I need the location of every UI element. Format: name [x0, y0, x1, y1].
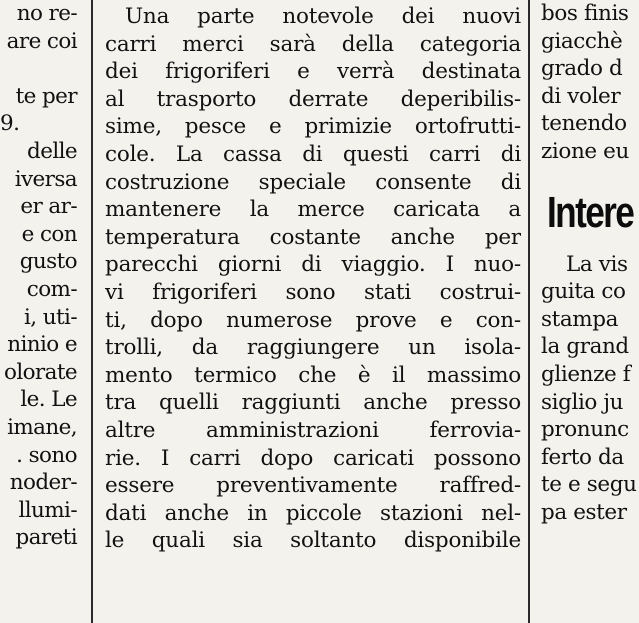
text-line: le. Le	[20, 387, 77, 413]
text-line: stampa	[541, 306, 619, 332]
text-line: temperatura costante anche per	[105, 224, 521, 250]
text-line: rie. I carri dopo caricati possono	[105, 445, 521, 471]
text-line: costruzione speciale consente di	[105, 169, 521, 195]
text-line: mantenere la merce caricata a	[105, 197, 521, 223]
text-line: di voler	[541, 83, 621, 109]
text-line: trolli, da raggiungere un isola-	[105, 335, 521, 361]
text-line: ferto da	[541, 444, 624, 470]
text-line: le quali sia soltanto disponibile	[105, 528, 521, 554]
text-line: . sono	[16, 442, 77, 468]
text-line: llumi-	[18, 497, 77, 523]
text-line: i, uti-	[24, 304, 77, 330]
text-line: gusto	[19, 249, 77, 275]
text-line: pronunc	[541, 417, 629, 443]
text-line: bos finis	[541, 1, 629, 26]
text-line: er ar-	[20, 194, 77, 220]
text-line: pareti	[15, 525, 77, 551]
text-line: La vis	[566, 251, 628, 277]
text-line: Una parte notevole dei nuovi	[125, 4, 521, 29]
text-line: pa ester	[541, 499, 627, 525]
text-line: are coi	[6, 28, 77, 54]
text-line: al trasporto derrate deperibilis-	[105, 86, 521, 112]
text-line: giacchè	[541, 28, 623, 54]
text-line: vi frigoriferi sono stati costrui-	[105, 279, 521, 305]
text-line: tenendo	[541, 111, 627, 137]
text-line: dei frigoriferi e verrà destinata	[105, 59, 521, 85]
text-line: noder-	[9, 470, 77, 496]
column-divider	[91, 0, 93, 623]
text-line: tra quelli raggiunti anche presso	[105, 390, 521, 416]
text-line: essere preventivamente raffred-	[105, 473, 521, 499]
text-line: te per	[15, 83, 77, 109]
text-line: parecchi giorni di viaggio. I nuo-	[105, 252, 521, 278]
text-line: ninio e	[7, 332, 77, 358]
text-line: com-	[26, 276, 77, 302]
right-column	[541, 0, 639, 623]
text-line: iversa	[14, 166, 77, 192]
text-line: e con	[21, 221, 77, 247]
text-line: delle	[27, 138, 77, 164]
text-line	[0, 55, 82, 83]
text-line: no re-	[16, 1, 77, 26]
column-divider	[528, 0, 530, 623]
text-line: imane,	[7, 414, 77, 440]
text-line: grado d	[541, 56, 623, 82]
text-line: glienze f	[541, 361, 631, 387]
text-line: guita co	[541, 279, 626, 305]
text-line: ti, dopo numerose prove e con-	[105, 307, 521, 333]
text-line: carri merci sarà della categoria	[105, 31, 521, 57]
text-line: te e segu	[541, 472, 637, 498]
text-line: cole. La cassa di questi carri di	[105, 141, 521, 167]
text-line: altre amministrazioni ferrovia-	[105, 417, 521, 443]
article-body	[105, 0, 521, 623]
left-column	[0, 0, 82, 623]
text-line: olorate	[3, 359, 77, 385]
text-line: mento termico che è il massimo	[105, 362, 521, 388]
text-line: la grand	[541, 334, 629, 360]
headline: Intere	[547, 187, 634, 237]
text-line: sime, pesce e primizie ortofrutti-	[105, 114, 521, 140]
text-line: siglio ju	[541, 389, 624, 415]
text-line: 9.	[0, 111, 20, 137]
text-line: dati anche in piccole stazioni nel-	[105, 500, 521, 526]
text-line: zione eu	[541, 138, 629, 164]
